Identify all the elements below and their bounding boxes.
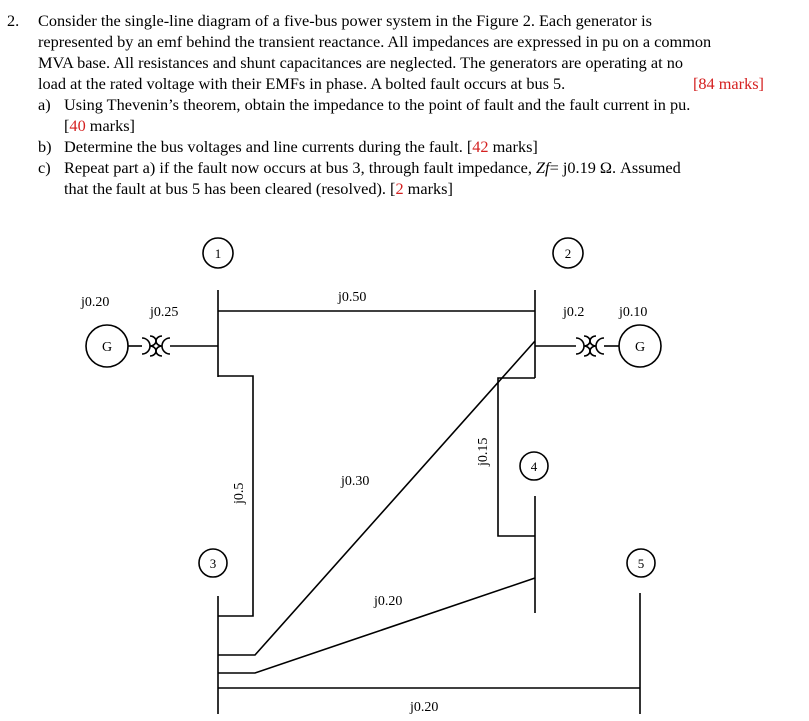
xfmr2-coil-b	[584, 336, 590, 356]
xfmr2-coil-a	[590, 336, 596, 356]
line-3-5-label: j0.20	[410, 700, 439, 715]
line-2-4	[498, 378, 535, 536]
bus-1-number: 1	[214, 246, 222, 261]
part-a-text: Using Thevenin’s theorem, obtain the impedance to the point of fault and the fault current in pu.	[64, 95, 691, 114]
question-number: 2.	[7, 11, 20, 30]
part-c-label: c)	[38, 158, 51, 177]
part-a-label: a)	[38, 95, 51, 114]
line-1-2-label: j0.50	[338, 290, 367, 305]
part-c-line-2: that the fault at bus 5 has been cleared (resolved). [2 marks]	[64, 179, 453, 198]
gen2-reactance-label: j0.10	[619, 305, 648, 320]
part-c-line-1: Repeat part a) if the fault now occurs at bus 3, through fault impedance, Zf= j0.19 Ω. Assumed	[64, 158, 681, 177]
line-2-4-label: j0.15	[476, 437, 491, 466]
xfmr2-secondary-coil	[576, 338, 584, 354]
part-b-text: Determine the bus voltages and line currents during the fault. [42 marks]	[64, 137, 538, 156]
line-4-3	[218, 578, 535, 673]
part-a-marks-value: 40	[69, 116, 86, 135]
xfmr1-coil-a	[150, 336, 156, 356]
generator-1-label: G	[101, 340, 113, 355]
line-2-3-label: j0.30	[341, 474, 370, 489]
bus-5-number: 5	[637, 556, 645, 571]
gen1-reactance-label: j0.20	[81, 295, 110, 310]
xfmr1-coil-b	[156, 336, 162, 356]
part-a-marks: [40 marks]	[64, 116, 135, 135]
line-4-3-label: j0.20	[374, 594, 403, 609]
xfmr1-secondary-coil	[162, 338, 170, 354]
zf-symbol: Zf	[536, 158, 550, 177]
intro-line-3: MVA base. All resistances and shunt capacitances are neglected. The generators are operating at no	[38, 53, 683, 72]
total-marks: [84 marks]	[693, 74, 764, 93]
bus-4-number: 4	[530, 459, 538, 474]
xfmr1-reactance-label: j0.25	[150, 305, 179, 320]
part-b-marks-value: 42	[472, 137, 489, 156]
intro-line-2: represented by an emf behind the transient reactance. All impedances are expressed in pu on a common	[38, 32, 712, 51]
line-1-3-label: j0.5	[232, 482, 247, 504]
xfmr2-primary-coil	[596, 338, 604, 354]
bus-2-number: 2	[564, 246, 572, 261]
part-b-label: b)	[38, 137, 52, 156]
intro-line-4: load at the rated voltage with their EMFs in phase. A bolted fault occurs at bus 5.	[38, 74, 566, 93]
generator-2-label: G	[634, 340, 646, 355]
bus-3-number: 3	[209, 556, 217, 571]
xfmr2-reactance-label: j0.2	[563, 305, 585, 320]
xfmr1-primary-coil	[142, 338, 150, 354]
intro-line-1: Consider the single-line diagram of a five-bus power system in the Figure 2. Each generator is	[38, 11, 652, 30]
part-c-marks-value: 2	[395, 179, 404, 198]
